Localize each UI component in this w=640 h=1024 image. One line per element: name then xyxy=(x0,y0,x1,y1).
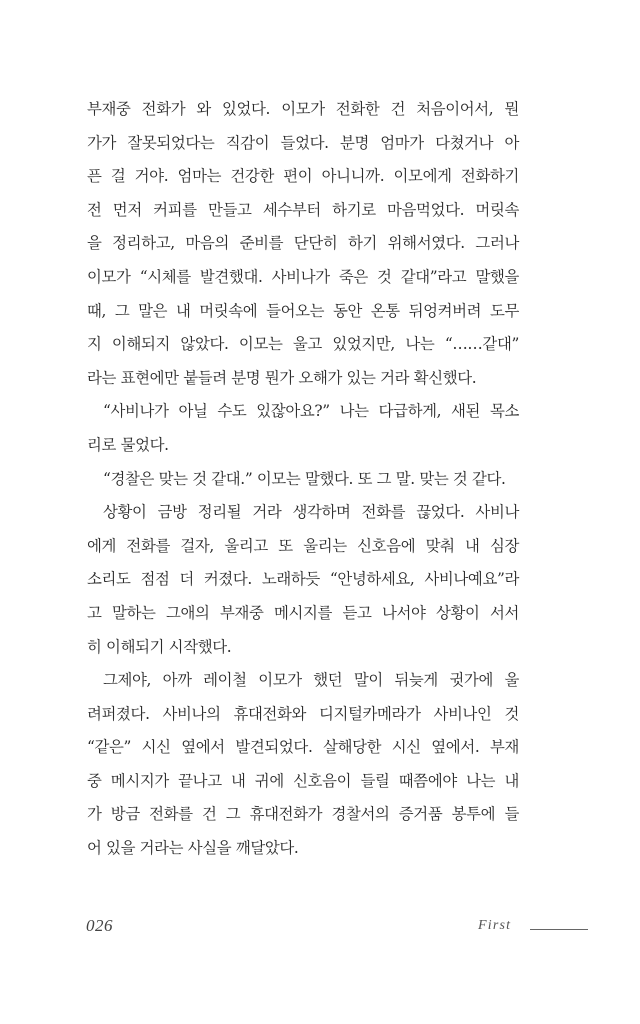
text-line: 지 이해되지 않았다. 이모는 울고 있었지만, 나는 “……같대” xyxy=(87,335,519,354)
chapter-label: First xyxy=(478,918,512,933)
text-line: “경찰은 맞는 것 같대.” 이모는 말했다. 또 그 말. 맞는 것 같다. xyxy=(103,469,506,488)
text-line: 전 먼저 커피를 만들고 세수부터 하기로 마음먹었다. 머릿속 xyxy=(87,200,519,219)
text-line: 리로 물었다. xyxy=(87,435,169,454)
text-line: 그제야, 아까 레이철 이모가 했던 말이 뒤늦게 귓가에 울 xyxy=(103,671,519,690)
text-line: 려퍼졌다. 사비나의 휴대전화와 디지털카메라가 사비나인 것 xyxy=(87,704,519,723)
text-line: 가가 잘못되었다는 직감이 들었다. 분명 엄마가 다쳤거나 아 xyxy=(87,133,519,152)
text-line: 에게 전화를 걸자, 울리고 또 울리는 신호음에 맞춰 내 심장 xyxy=(87,536,519,555)
page-footer xyxy=(0,916,640,944)
text-line: 고 말하는 그애의 부재중 메시지를 듣고 나서야 상황이 서서 xyxy=(87,603,519,622)
text-line: 픈 걸 거야. 엄마는 건강한 편이 아니니까. 이모에게 전화하기 xyxy=(87,167,519,186)
text-line: “같은” 시신 옆에서 발견되었다. 살해당한 시신 옆에서. 부재 xyxy=(87,738,519,757)
text-line: 소리도 점점 더 커졌다. 노래하듯 “안녕하세요, 사비나예요”라 xyxy=(87,570,519,589)
text-line: 부재중 전화가 와 있었다. 이모가 전화한 건 처음이어서, 뭔 xyxy=(87,100,519,118)
text-line: 히 이해되기 시작했다. xyxy=(87,637,232,656)
text-line: 이모가 “시체를 발견했대. 사비나가 죽은 것 같대”라고 말했을 xyxy=(87,267,519,286)
text-line: 중 메시지가 끝나고 내 귀에 신호음이 들릴 때쯤에야 나는 내 xyxy=(87,771,519,790)
text-line: 을 정리하고, 마음의 준비를 단단히 하기 위해서였다. 그러나 xyxy=(87,234,519,253)
text-line: 상황이 금방 정리될 거라 생각하며 전화를 끊었다. 사비나 xyxy=(103,503,519,522)
text-line: 때, 그 말은 내 머릿속에 들어오는 동안 온통 뒤엉켜버려 도무 xyxy=(87,301,519,320)
text-line: 가 방금 전화를 건 그 휴대전화가 경찰서의 증거품 봉투에 들 xyxy=(87,805,519,824)
text-line: 어 있을 거라는 사실을 깨달았다. xyxy=(87,839,299,858)
text-line: 라는 표현에만 붙들려 분명 뭔가 오해가 있는 거라 확신했다. xyxy=(87,368,477,387)
text-line: “사비나가 아닐 수도 있잖아요?” 나는 다급하게, 새된 목소 xyxy=(103,402,519,421)
page-body-text xyxy=(87,93,519,866)
chapter-rule-divider xyxy=(530,929,588,930)
page-number: 026 xyxy=(86,916,113,935)
